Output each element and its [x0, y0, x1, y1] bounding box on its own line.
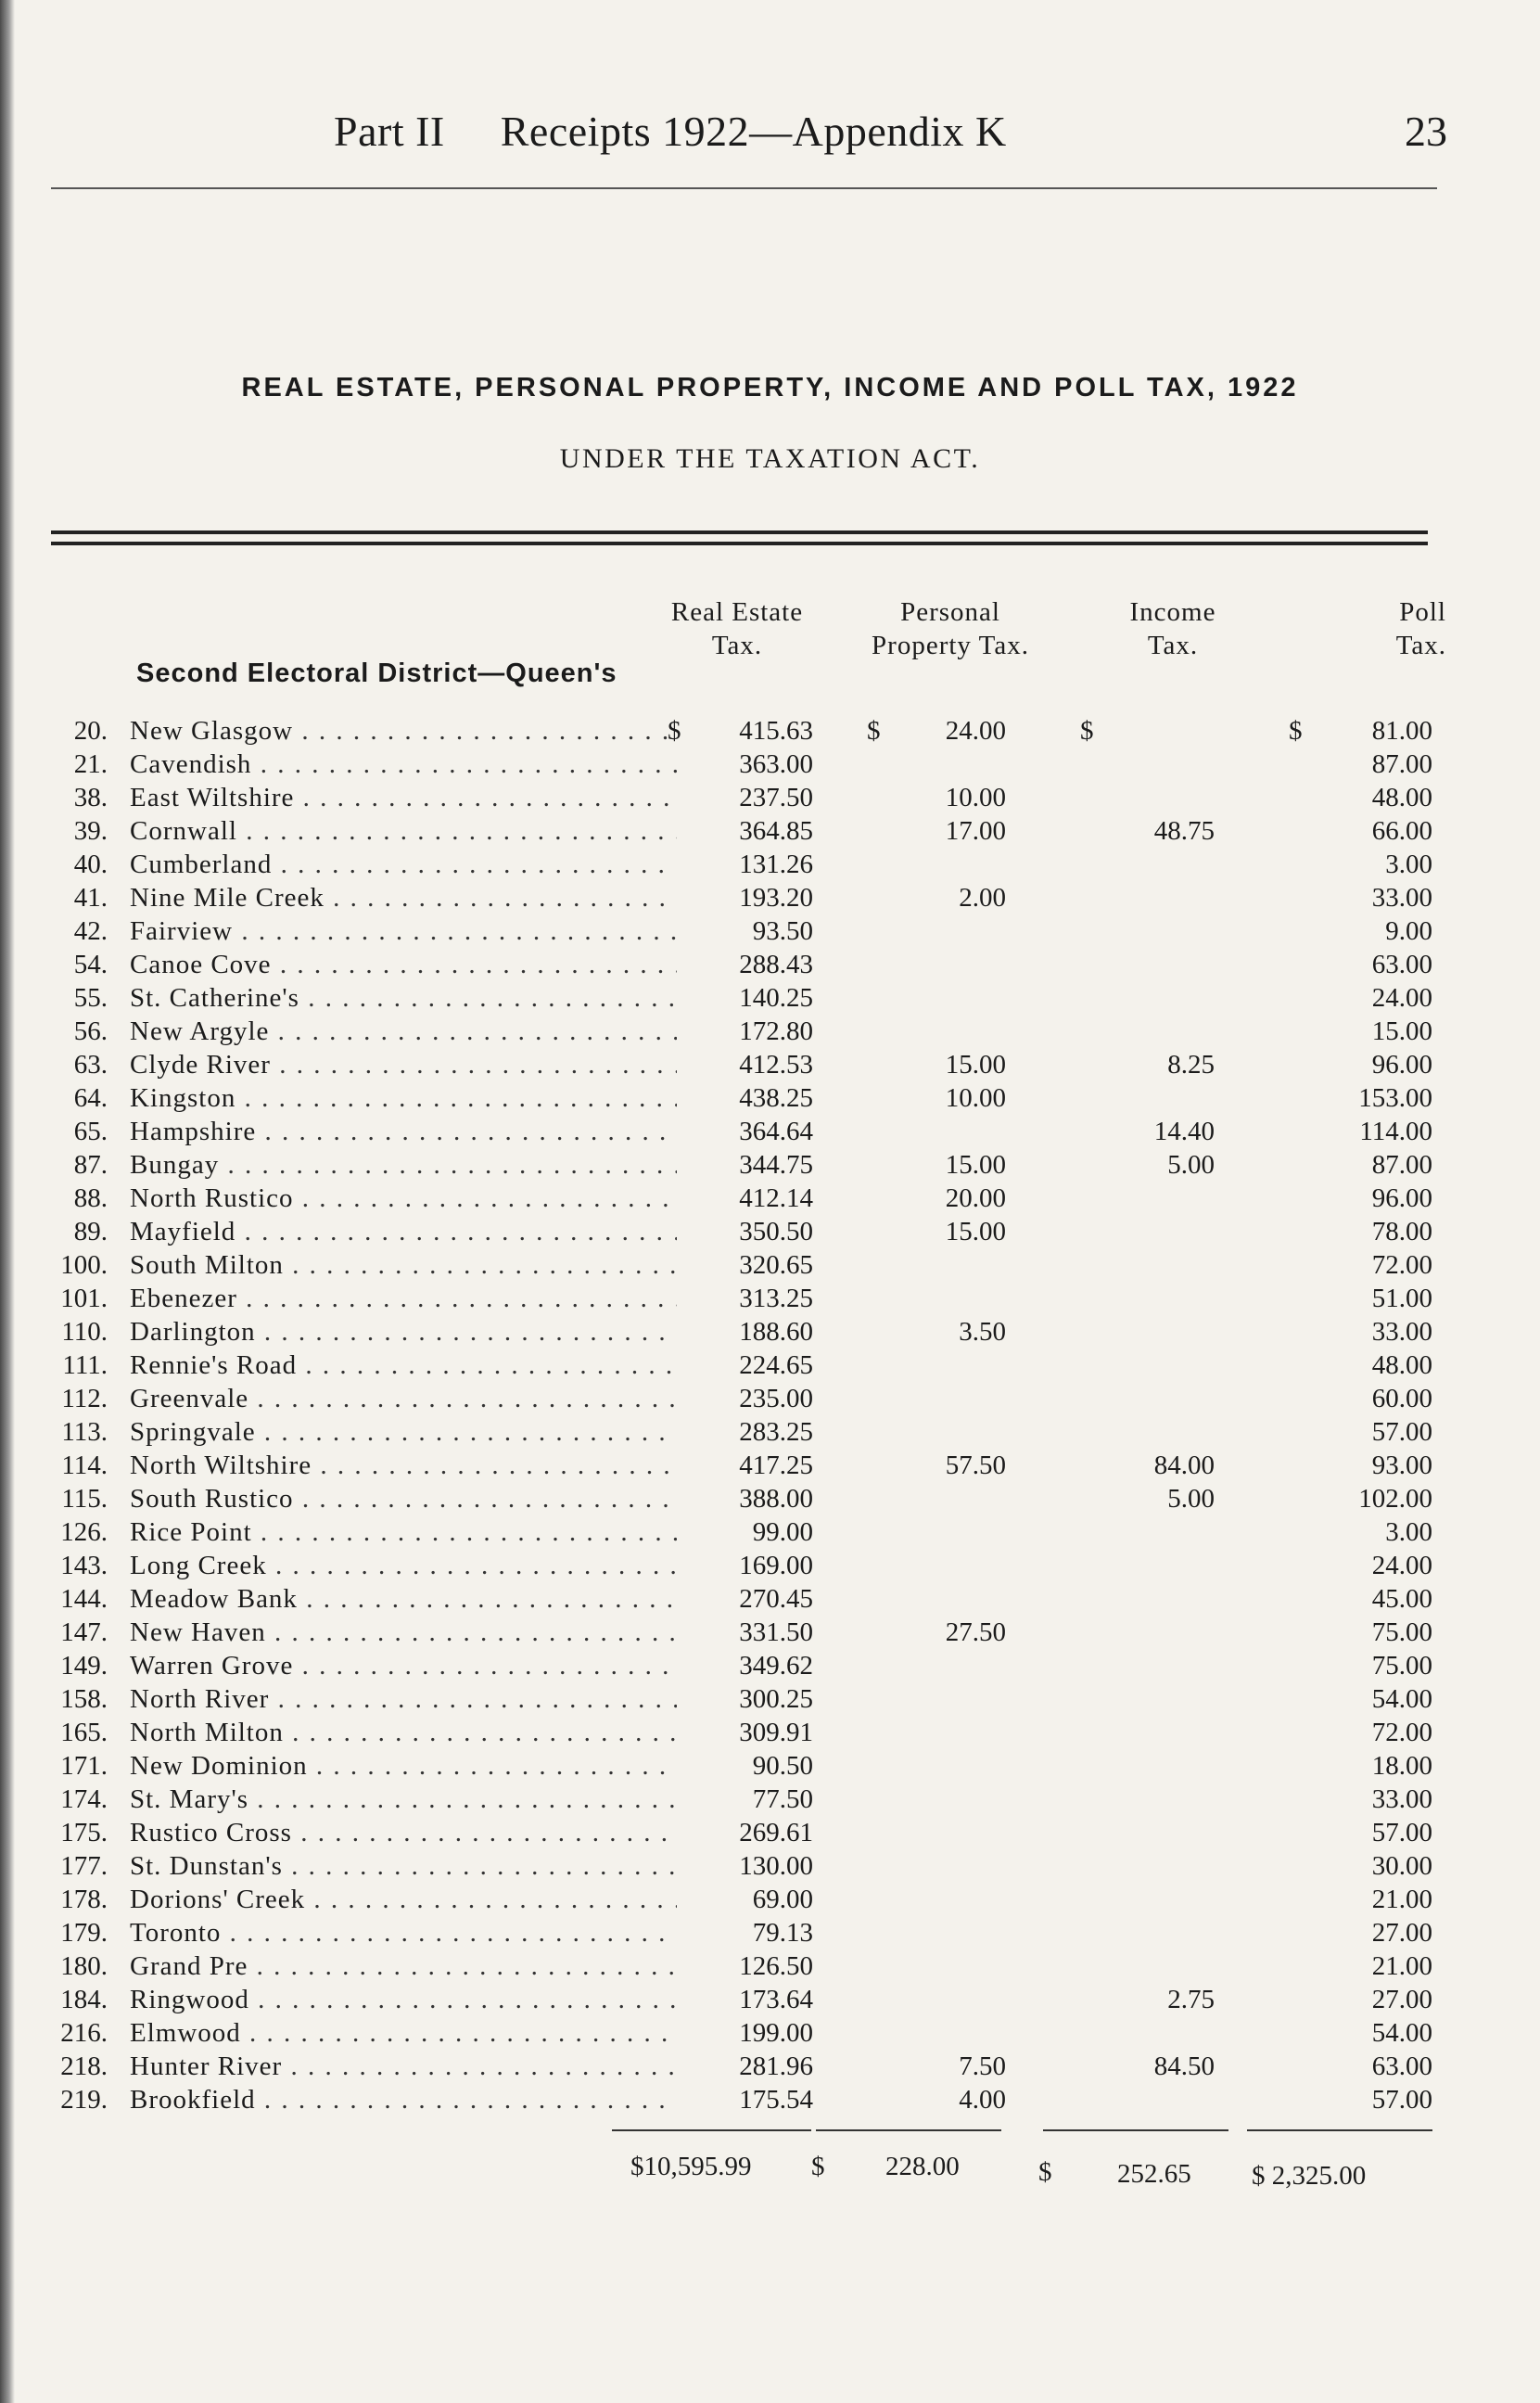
poll-tax-cell: 3.00 [1385, 850, 1432, 879]
poll-tax-cell: 24.00 [1371, 1551, 1432, 1580]
poll-tax-cell: 24.00 [1371, 983, 1432, 1013]
running-title: Receipts 1922—Appendix K [500, 108, 1007, 155]
district-name: Meadow Bank . . . [130, 1582, 677, 1616]
district-number: 100. [60, 1250, 108, 1280]
district-number: 112. [61, 1384, 108, 1413]
total-personal-dollar: $ [811, 2152, 825, 2181]
table-row [0, 1749, 1540, 1783]
poll-tax-cell: 75.00 [1371, 1617, 1432, 1647]
district-number: 171. [60, 1751, 108, 1781]
district-number: 174. [60, 1784, 108, 1814]
income-tax-cell: 48.75 [1153, 816, 1215, 846]
district-number: 216. [60, 2018, 108, 2048]
district-number: 39. [73, 816, 108, 846]
district-number: 219. [60, 2085, 108, 2115]
district-name: Ebenezer . . . [130, 1282, 677, 1315]
personal-property-tax-cell: 20.00 [945, 1183, 1006, 1213]
header-income [1094, 595, 1252, 662]
personal-property-tax-cell: 15.00 [945, 1050, 1006, 1080]
total-rule-poll [1247, 2129, 1432, 2131]
personal-property-tax-cell: 3.50 [959, 1317, 1006, 1347]
real-estate-tax-cell: 288.43 [739, 950, 813, 979]
poll-tax-cell: 27.00 [1371, 1985, 1432, 2014]
poll-tax-cell: 153.00 [1358, 1083, 1432, 1113]
total-income-dollar: $ [1038, 2157, 1052, 2187]
real-estate-tax-cell: 93.50 [752, 916, 813, 946]
district-number: 38. [73, 783, 108, 812]
real-estate-tax-cell: 199.00 [739, 2018, 813, 2048]
real-estate-tax-cell: 131.26 [739, 850, 813, 879]
real-estate-tax-cell: 364.85 [739, 816, 813, 846]
double-rule-bottom [51, 542, 1428, 545]
poll-tax-cell: 45.00 [1371, 1584, 1432, 1614]
district-number: 177. [60, 1851, 108, 1881]
poll-dollar-sign: $ [1289, 716, 1303, 746]
district-number: 89. [73, 1217, 108, 1246]
district-name: Rice Point . . . [130, 1515, 677, 1549]
table-row [0, 781, 1540, 814]
real-estate-tax-cell: 126.50 [739, 1951, 813, 1981]
poll-tax-cell: 21.00 [1371, 1885, 1432, 1914]
real-estate-tax-cell: 438.25 [739, 1083, 813, 1113]
district-number: 115. [61, 1484, 108, 1514]
district-heading: Second Electoral District—Queen's [136, 658, 617, 688]
real-estate-dollar-sign: $ [668, 716, 681, 746]
poll-tax-cell: 96.00 [1371, 1183, 1432, 1213]
part-label: Part II [334, 108, 445, 155]
real-estate-tax-cell: 283.25 [739, 1417, 813, 1447]
real-estate-tax-cell: 224.65 [739, 1350, 813, 1380]
table-row [0, 1182, 1540, 1215]
district-name: East Wiltshire . . . [130, 781, 677, 814]
district-number: 180. [60, 1951, 108, 1981]
real-estate-tax-cell: 169.00 [739, 1551, 813, 1580]
income-tax-cell: 84.00 [1153, 1451, 1215, 1480]
header-personal-line1: Personal [900, 597, 1000, 627]
income-tax-cell: 2.75 [1167, 1985, 1215, 2014]
district-name: Springvale . . . [130, 1415, 677, 1449]
district-name: St. Mary's . . . [130, 1783, 677, 1816]
personal-property-tax-cell: 27.50 [945, 1617, 1006, 1647]
real-estate-tax-cell: 417.25 [739, 1451, 813, 1480]
real-estate-tax-cell: 412.53 [739, 1050, 813, 1080]
district-number: 126. [60, 1517, 108, 1547]
district-number: 21. [73, 749, 108, 779]
poll-tax-cell: 54.00 [1371, 2018, 1432, 2048]
real-estate-tax-cell: 188.60 [739, 1317, 813, 1347]
district-number: 165. [60, 1718, 108, 1747]
poll-tax-cell: 81.00 [1371, 716, 1432, 746]
district-name: St. Catherine's . . . [130, 981, 677, 1015]
table-row [0, 1983, 1540, 2016]
district-name: Long Creek . . . [130, 1549, 677, 1582]
real-estate-tax-cell: 90.50 [752, 1751, 813, 1781]
poll-tax-cell: 54.00 [1371, 1684, 1432, 1714]
district-name: Cornwall . . . [130, 814, 677, 848]
table-row [0, 1816, 1540, 1849]
table-row [0, 1449, 1540, 1482]
district-name: Kingston . . . [130, 1081, 677, 1115]
table-row [0, 1415, 1540, 1449]
personal-property-tax-cell: 10.00 [945, 1083, 1006, 1113]
real-estate-tax-cell: 412.14 [739, 1183, 813, 1213]
real-estate-tax-cell: 415.63 [739, 716, 813, 746]
district-name: Toronto . . . [130, 1916, 677, 1949]
personal-property-tax-cell: 4.00 [959, 2085, 1006, 2115]
header-income-line2: Tax. [1147, 631, 1199, 660]
district-name: Nine Mile Creek . . . [130, 881, 677, 914]
district-number: 88. [73, 1183, 108, 1213]
real-estate-tax-cell: 172.80 [739, 1016, 813, 1046]
district-number: 87. [73, 1150, 108, 1180]
poll-tax-cell: 15.00 [1371, 1016, 1432, 1046]
table-row [0, 1382, 1540, 1415]
district-name: New Dominion . . . [130, 1749, 677, 1783]
district-name: Rustico Cross . . . [130, 1816, 677, 1849]
poll-tax-cell: 33.00 [1371, 1317, 1432, 1347]
table-row [0, 1949, 1540, 1983]
header-personal-property [839, 595, 1062, 662]
header-personal-line2: Property Tax. [872, 631, 1029, 660]
district-number: 143. [60, 1551, 108, 1580]
poll-tax-cell: 66.00 [1371, 816, 1432, 846]
table-subtitle: UNDER THE TAXATION ACT. [559, 443, 981, 474]
district-name: South Rustico . . . [130, 1482, 677, 1515]
income-dollar-sign: $ [1080, 716, 1094, 746]
table-row [0, 981, 1540, 1015]
poll-tax-cell: 57.00 [1371, 2085, 1432, 2115]
poll-tax-cell: 63.00 [1371, 950, 1432, 979]
poll-tax-cell: 114.00 [1359, 1117, 1432, 1146]
table-row [0, 1916, 1540, 1949]
real-estate-tax-cell: 281.96 [739, 2051, 813, 2081]
district-name: Rennie's Road . . . [130, 1348, 677, 1382]
header-real-estate-line2: Tax. [711, 631, 763, 660]
district-number: 218. [60, 2051, 108, 2081]
personal-property-tax-cell: 7.50 [959, 2051, 1006, 2081]
district-name: Dorions' Creek . . . [130, 1883, 677, 1916]
district-name: Darlington . . . [130, 1315, 677, 1348]
table-row [0, 1582, 1540, 1616]
poll-tax-cell: 102.00 [1358, 1484, 1432, 1514]
district-number: 175. [60, 1818, 108, 1847]
total-poll: $ 2,325.00 [1252, 2161, 1367, 2191]
personal-property-tax-cell: 10.00 [945, 783, 1006, 812]
table-row [0, 714, 1540, 748]
district-name: Clyde River . . . [130, 1048, 677, 1081]
district-number: 65. [73, 1117, 108, 1146]
table-row [0, 1315, 1540, 1348]
district-number: 113. [61, 1417, 108, 1447]
table-row [0, 1849, 1540, 1883]
district-name: Grand Pre . . . [130, 1949, 677, 1983]
district-name: North River . . . [130, 1682, 677, 1716]
district-name: South Milton . . . [130, 1248, 677, 1282]
real-estate-tax-cell: 309.91 [739, 1718, 813, 1747]
real-estate-tax-cell: 344.75 [739, 1150, 813, 1180]
personal-property-tax-cell: 15.00 [945, 1150, 1006, 1180]
district-number: 179. [60, 1918, 108, 1948]
real-estate-tax-cell: 270.45 [739, 1584, 813, 1614]
header-real-estate [630, 595, 844, 662]
district-name: Elmwood . . . [130, 2016, 677, 2050]
district-name: New Glasgow . . . [130, 714, 677, 748]
district-number: 101. [60, 1284, 108, 1313]
income-tax-cell: 5.00 [1167, 1484, 1215, 1514]
table-row [0, 1282, 1540, 1315]
district-number: 158. [60, 1684, 108, 1714]
poll-tax-cell: 30.00 [1371, 1851, 1432, 1881]
poll-tax-cell: 78.00 [1371, 1217, 1432, 1246]
district-name: St. Dunstan's . . . [130, 1849, 677, 1883]
poll-tax-cell: 72.00 [1371, 1250, 1432, 1280]
total-rule-real [612, 2129, 811, 2131]
real-estate-tax-cell: 140.25 [739, 983, 813, 1013]
table-row [0, 1883, 1540, 1916]
personal-property-tax-cell: 17.00 [945, 816, 1006, 846]
real-estate-tax-cell: 99.00 [752, 1517, 813, 1547]
table-row [0, 881, 1540, 914]
table-row [0, 1348, 1540, 1382]
table-row [0, 1716, 1540, 1749]
district-number: 110. [61, 1317, 108, 1347]
table-row [0, 2016, 1540, 2050]
poll-tax-cell: 93.00 [1371, 1451, 1432, 1480]
table-row [0, 2050, 1540, 2083]
double-rule-top [51, 530, 1428, 534]
table-row [0, 1148, 1540, 1182]
table-row [0, 1048, 1540, 1081]
district-number: 41. [73, 883, 108, 913]
table-row [0, 1783, 1540, 1816]
real-estate-tax-cell: 173.64 [739, 1985, 813, 2014]
poll-tax-cell: 60.00 [1371, 1384, 1432, 1413]
real-estate-tax-cell: 69.00 [752, 1885, 813, 1914]
real-estate-tax-cell: 269.61 [739, 1818, 813, 1847]
personal-property-tax-cell: 24.00 [945, 716, 1006, 746]
district-number: 114. [61, 1451, 108, 1480]
total-rule-personal [816, 2129, 1001, 2131]
table-row [0, 1248, 1540, 1282]
poll-tax-cell: 51.00 [1371, 1284, 1432, 1313]
table-row [0, 1682, 1540, 1716]
poll-tax-cell: 96.00 [1371, 1050, 1432, 1080]
header-rule [51, 187, 1437, 189]
table-row [0, 1549, 1540, 1582]
table-row [0, 948, 1540, 981]
table-row [0, 748, 1540, 781]
table-row [0, 1649, 1540, 1682]
district-number: 147. [60, 1617, 108, 1647]
personal-dollar-sign: $ [867, 716, 881, 746]
poll-tax-cell: 87.00 [1371, 749, 1432, 779]
real-estate-tax-cell: 79.13 [752, 1918, 813, 1948]
district-name: Fairview . . . [130, 914, 677, 948]
table-row [0, 1115, 1540, 1148]
income-tax-cell: 8.25 [1167, 1050, 1215, 1080]
table-row [0, 1616, 1540, 1649]
header-poll-line1: Poll [1399, 597, 1446, 627]
district-name: Canoe Cove . . . [130, 948, 677, 981]
district-name: Warren Grove . . . [130, 1649, 677, 1682]
real-estate-tax-cell: 313.25 [739, 1284, 813, 1313]
district-number: 54. [73, 950, 108, 979]
district-name: North Wiltshire . . . [130, 1449, 677, 1482]
district-name: Ringwood . . . [130, 1983, 677, 2016]
district-name: New Haven . . . [130, 1616, 677, 1649]
real-estate-tax-cell: 193.20 [739, 883, 813, 913]
page-number: 23 [1405, 108, 1447, 155]
real-estate-tax-cell: 320.65 [739, 1250, 813, 1280]
poll-tax-cell: 33.00 [1371, 883, 1432, 913]
district-name: Bungay . . . [130, 1148, 677, 1182]
table-row [0, 1482, 1540, 1515]
income-tax-cell: 84.50 [1153, 2051, 1215, 2081]
table-row [0, 1081, 1540, 1115]
table-row [0, 2083, 1540, 2116]
poll-tax-cell: 57.00 [1371, 1417, 1432, 1447]
real-estate-tax-cell: 363.00 [739, 749, 813, 779]
personal-property-tax-cell: 2.00 [959, 883, 1006, 913]
poll-tax-cell: 48.00 [1371, 783, 1432, 812]
real-estate-tax-cell: 388.00 [739, 1484, 813, 1514]
header-poll [1335, 595, 1446, 662]
district-number: 56. [73, 1016, 108, 1046]
table-row [0, 1215, 1540, 1248]
district-number: 149. [60, 1651, 108, 1681]
poll-tax-cell: 72.00 [1371, 1718, 1432, 1747]
personal-property-tax-cell: 57.50 [945, 1451, 1006, 1480]
table-row [0, 1515, 1540, 1549]
poll-tax-cell: 57.00 [1371, 1818, 1432, 1847]
real-estate-tax-cell: 130.00 [739, 1851, 813, 1881]
district-name: Hunter River . . . [130, 2050, 677, 2083]
running-head [334, 107, 1007, 156]
district-name: New Argyle . . . [130, 1015, 677, 1048]
real-estate-tax-cell: 350.50 [739, 1217, 813, 1246]
table-row [0, 914, 1540, 948]
income-tax-cell: 5.00 [1167, 1150, 1215, 1180]
poll-tax-cell: 9.00 [1385, 916, 1432, 946]
header-real-estate-line1: Real Estate [670, 597, 804, 627]
district-name: Greenvale . . . [130, 1382, 677, 1415]
table-title: REAL ESTATE, PERSONAL PROPERTY, INCOME AND POLL TAX, 1922 [241, 373, 1299, 403]
real-estate-tax-cell: 331.50 [739, 1617, 813, 1647]
table-row [0, 848, 1540, 881]
district-number: 40. [73, 850, 108, 879]
poll-tax-cell: 63.00 [1371, 2051, 1432, 2081]
poll-tax-cell: 21.00 [1371, 1951, 1432, 1981]
total-rule-income [1043, 2129, 1228, 2131]
district-number: 55. [73, 983, 108, 1013]
total-income: 252.65 [1117, 2159, 1191, 2189]
district-name: Hampshire . . . [130, 1115, 677, 1148]
poll-tax-cell: 48.00 [1371, 1350, 1432, 1380]
district-number: 178. [60, 1885, 108, 1914]
real-estate-tax-cell: 175.54 [739, 2085, 813, 2115]
total-real-estate: $10,595.99 [630, 2152, 752, 2181]
district-name: North Milton . . . [130, 1716, 677, 1749]
real-estate-tax-cell: 235.00 [739, 1384, 813, 1413]
district-number: 144. [60, 1584, 108, 1614]
real-estate-tax-cell: 237.50 [739, 783, 813, 812]
header-poll-line2: Tax. [1395, 631, 1446, 660]
district-name: Mayfield . . . [130, 1215, 677, 1248]
personal-property-tax-cell: 15.00 [945, 1217, 1006, 1246]
district-name: North Rustico . . . [130, 1182, 677, 1215]
table-row [0, 1015, 1540, 1048]
poll-tax-cell: 18.00 [1371, 1751, 1432, 1781]
real-estate-tax-cell: 364.64 [739, 1117, 813, 1146]
real-estate-tax-cell: 77.50 [752, 1784, 813, 1814]
poll-tax-cell: 87.00 [1371, 1150, 1432, 1180]
header-income-line1: Income [1129, 597, 1216, 627]
income-tax-cell: 14.40 [1153, 1117, 1215, 1146]
real-estate-tax-cell: 300.25 [739, 1684, 813, 1714]
poll-tax-cell: 27.00 [1371, 1918, 1432, 1948]
district-number: 20. [73, 716, 108, 746]
poll-tax-cell: 75.00 [1371, 1651, 1432, 1681]
table-row [0, 814, 1540, 848]
real-estate-tax-cell: 349.62 [739, 1651, 813, 1681]
district-number: 64. [73, 1083, 108, 1113]
district-number: 111. [62, 1350, 108, 1380]
district-number: 42. [73, 916, 108, 946]
total-personal-property: 228.00 [885, 2152, 960, 2181]
district-number: 63. [73, 1050, 108, 1080]
poll-tax-cell: 33.00 [1371, 1784, 1432, 1814]
district-name: Cavendish . . . [130, 748, 677, 781]
district-name: Cumberland . . . [130, 848, 677, 881]
district-number: 184. [60, 1985, 108, 2014]
poll-tax-cell: 3.00 [1385, 1517, 1432, 1547]
district-name: Brookfield . . . [130, 2083, 677, 2116]
